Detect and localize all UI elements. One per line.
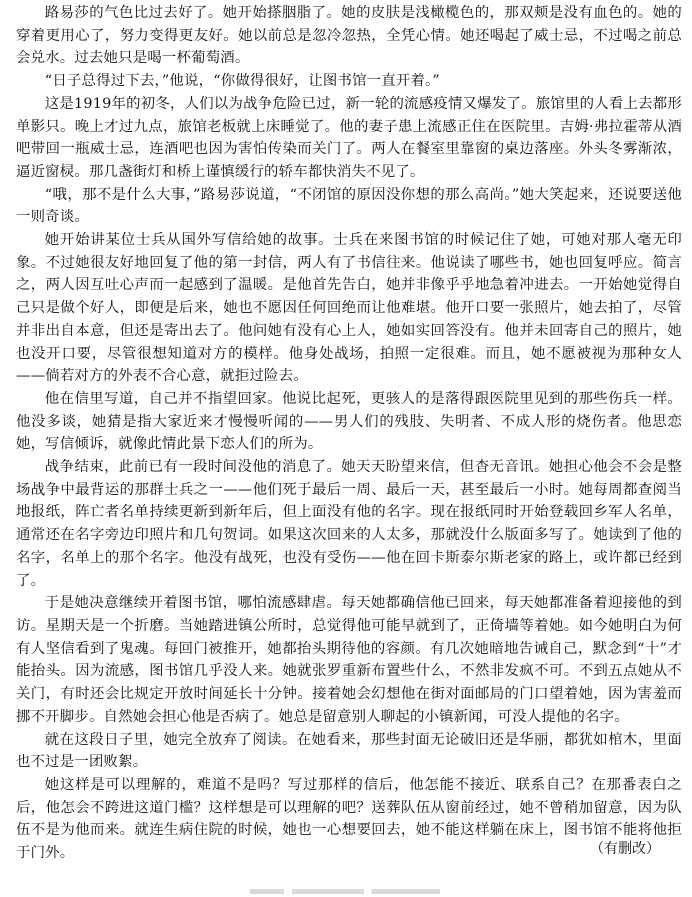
paragraph-3: 这是1919年的初冬，人们以为战争危险已过，新一轮的流感疫情又爆发了。旅馆里的人看上去都形单影只。晚上才过九点，旅馆老板就上床睡觉了。他的妻子患上流感正住在医院里。吉姆·弗拉霍蒂从酒吧带回一瓶威士忌，连酒吧也因为害怕传染而关门了。两人在餐室里靠窗的桌边落座。外头冬雾渐浓，逼近窗棂。那几盏街灯和桥上谨慎缓行的轿车都快消失不见了。 — [16, 95, 682, 180]
source-note: （有删改） — [590, 841, 660, 857]
paragraph-6: 他在信里写道，自己并不指望回家。他说比起死，更骇人的是落得跟医院里见到的那些伤兵一样。他没多谈，她猜是指大家近来才慢慢听闻的——男人们的残肢、失明者、不成人形的烧伤者。他思恋她，写信倾诉，就像此情此景下恋人们的所为。 — [16, 390, 682, 453]
paragraph-1: 路易莎的气色比过去好了。她开始搽胭脂了。她的皮肤是浅橄榄色的，那双颊是没有血色的。她的穿着更用心了，努力变得更友好。她以前总是忽冷忽热，全凭心情。她还喝起了威士忌，不过喝之前总会兑水。过去她只是喝一杯葡萄酒。 — [16, 5, 682, 67]
document-page — [16, 2, 682, 865]
page-bottom-decoration — [250, 889, 440, 894]
paragraph-7: 战争结束，此前已有一段时间没他的消息了。她天天盼望来信，但杳无音讯。她担心他会不会是整场战争中最背运的那群士兵之一——他们死于最后一周、最后一天，甚至最后一小时。她每周都查阅当地报纸，阵亡者名单持续更新到新年后，但上面没有他的名字。现在报纸同时开始登载回乡军人名单，通常还在名字旁边印照片和几句贺词。如果这次回来的人太多，那就没什么版面多写了。她读到了他的名字，名单上的那个名字。他没有战死，也没有受伤——他在回卡斯泰尔斯老家的路上，或许都已经到了。 — [16, 459, 682, 589]
paragraph-4: “哦，那不是什么大事，”路易莎说道，“不闭馆的原因没你想的那么高尚。”她大笑起来，还说要送他一则奇谈。 — [16, 186, 682, 226]
paragraph-8: 于是她决意继续开着图书馆，哪怕流感肆虐。每天她都确信他已回来，每天她都准备着迎接他的到访。星期天是一个折磨。当她踏进镇公所时，总觉得他可能早就到了，正倚墙等着她。如今她明白为何有人坚信看到了鬼魂。每回门被推开，她都抬头期待他的容颜。有几次她暗地告诫自己，默念到“十”才能抬头。因为流感，图书馆几乎没人来。她就张罗重新布置些什么，不然非发疯不可。不到五点她从不关门，有时还会比规定开放时间延长十分钟。接着她会幻想他在街对面邮局的门口望着她，因为害羞而挪不开脚步。自然她会担心他是否病了。她总是留意别人聊起的小镇新闻，可没人提他的名字。 — [16, 595, 682, 725]
paragraph-2: “日子总得过下去，”他说，“你做得很好，让图书馆一直开着。” — [44, 73, 440, 90]
paragraph-9: 就在这段日子里，她完全放弃了阅读。在她看来，那些封面无论破旧还是华丽，都犹如棺木，里面也不过是一团败絮。 — [16, 731, 682, 771]
paragraph-5: 她开始讲某位士兵从国外写信给她的故事。士兵在来图书馆的时候记住了她，可她对那人毫无印象。不过她很友好地回复了他的第一封信，两人有了书信往来。他说读了哪些书，她也回复呼应。简言之，两人因互吐心声而一起感到了温暖。是他首先告白，她并非像乎乎地急着冲进去。一开始她觉得自己只是做个好人，即便是后来，她也不愿因任何回绝而让他难堪。他开口要一张照片，她去拍了，尽管并非出自本意，但还是寄出去了。他问她有没有心上人，她如实回答没有。他并未回寄自己的照片，她也没开口要，尽管很想知道对方的模样。他身处战场，拍照一定很难。而且，她不愿被视为那种女人——倘若对方的外表不合心意，就拒过险去。 — [16, 232, 682, 385]
paragraph-10: 她这样是可以理解的，难道不是吗？写过那样的信后，他怎能不接近、联系自己？在那番表白之后，他怎会不跨进这道门槛？这样想是可以理解的吧？送葬队伍从窗前经过，她不曾稍加留意，因为队伍不是为他而来。就连生病住院的时候，她也一心想要回去，她不能这样躺在床上，图书馆不能将他拒于门外。 — [16, 776, 682, 862]
